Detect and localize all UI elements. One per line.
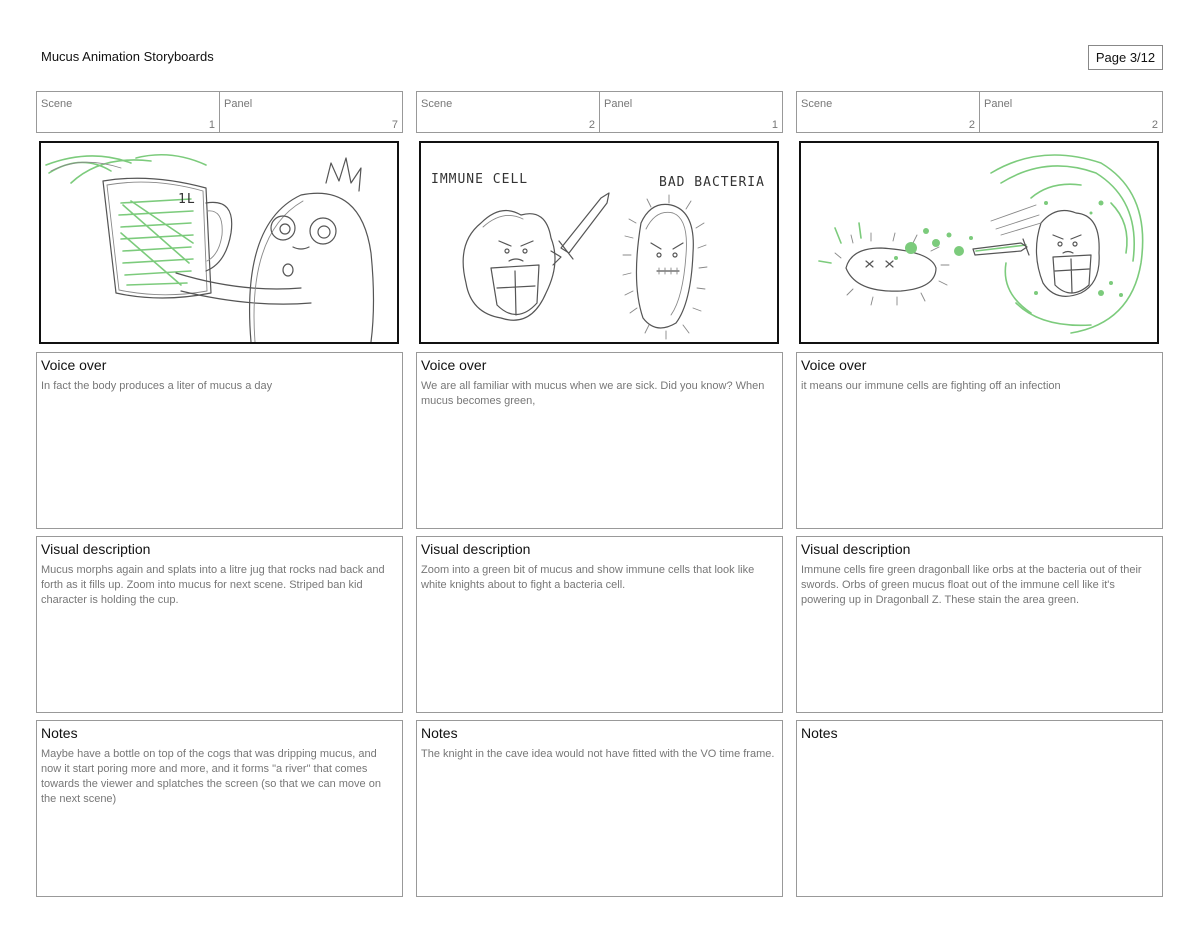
voice-over-text: We are all familiar with mucus when we are sick. Did you know? When mucus becomes green, xyxy=(421,380,765,407)
panel-number: 2 xyxy=(1151,119,1158,131)
frame-header xyxy=(36,91,403,133)
visual-description-text: Immune cells fire green dragonball like orbs at the bacteria out of their swords. Orbs of green mucus float out of the immune cell like it's powering up in Dragonball Z. These stain the area green. xyxy=(801,564,1142,606)
voice-over-box xyxy=(36,352,403,529)
panel-label: Panel xyxy=(224,98,253,110)
visual-description-heading: Visual description xyxy=(421,541,531,557)
visual-description-text: Zoom into a green bit of mucus and show immune cells that look like white knights about to fight a bacteria cell. xyxy=(421,564,755,591)
visual-description-text: Mucus morphs again and splats into a litre jug that rocks nad back and forth as it fills up. Zoom into mucus for next scene. Striped ban kid character is holding the cup. xyxy=(41,564,385,606)
voice-over-box xyxy=(416,352,783,529)
voice-over-heading: Voice over xyxy=(41,357,107,373)
scene-label: Scene xyxy=(801,98,833,110)
scene-number: 2 xyxy=(588,119,595,131)
visual-description-heading: Visual description xyxy=(41,541,151,557)
sketch-image xyxy=(799,141,1159,344)
storyboard-frame-2 xyxy=(416,91,783,897)
notes-heading: Notes xyxy=(41,725,78,741)
page-indicator xyxy=(1088,45,1163,70)
panel-label: Panel xyxy=(984,98,1013,110)
notes-box xyxy=(796,720,1163,897)
visual-description-box xyxy=(796,536,1163,713)
panel-number: 1 xyxy=(771,119,778,131)
panel-label: Panel xyxy=(604,98,633,110)
scene-cell xyxy=(797,92,979,132)
frame-header xyxy=(416,91,783,133)
document-title: Mucus Animation Storyboards xyxy=(41,49,214,64)
scene-cell xyxy=(417,92,599,132)
voice-over-text: it means our immune cells are fighting off an infection xyxy=(801,380,1061,392)
frame-header xyxy=(796,91,1163,133)
scene-number: 2 xyxy=(968,119,975,131)
visual-description-box xyxy=(416,536,783,713)
bad-bacteria-label: BAD BACTERIA xyxy=(659,175,765,190)
voice-over-heading: Voice over xyxy=(801,357,867,373)
panel-cell xyxy=(219,92,402,132)
jug-measure-text: 1L xyxy=(178,192,196,207)
voice-over-box xyxy=(796,352,1163,529)
visual-description-heading: Visual description xyxy=(801,541,911,557)
storyboard-frame-1 xyxy=(36,91,403,897)
notes-heading: Notes xyxy=(421,725,458,741)
immune-cell-firing-orbs-sketch xyxy=(801,143,1157,342)
sketch-image xyxy=(419,141,779,344)
storyboard-frame-3 xyxy=(796,91,1163,897)
scene-label: Scene xyxy=(421,98,453,110)
panel-cell xyxy=(599,92,782,132)
scene-cell xyxy=(37,92,219,132)
notes-box xyxy=(416,720,783,897)
immune-cell-label: IMMUNE CELL xyxy=(431,172,529,187)
visual-description-box xyxy=(36,536,403,713)
page-number: Page 3/12 xyxy=(1095,50,1156,65)
notes-box xyxy=(36,720,403,897)
immune-cell-vs-bacteria-sketch xyxy=(421,143,777,342)
voice-over-text: In fact the body produces a liter of mucus a day xyxy=(41,380,273,392)
scene-number: 1 xyxy=(208,119,215,131)
sketch-image xyxy=(39,141,399,344)
notes-heading: Notes xyxy=(801,725,838,741)
voice-over-heading: Voice over xyxy=(421,357,487,373)
notes-text: The knight in the cave idea would not have fitted with the VO time frame. xyxy=(421,748,775,760)
panel-cell xyxy=(979,92,1162,132)
notes-text: Maybe have a bottle on top of the cogs that was dripping mucus, and now it start poring more and more, and it forms "a river" that comes towards the viewer and splatches the screen (so that we can move on the next scene) xyxy=(41,748,381,805)
panel-number: 7 xyxy=(391,119,398,131)
scene-label: Scene xyxy=(41,98,73,110)
jug-character-sketch xyxy=(41,143,397,342)
